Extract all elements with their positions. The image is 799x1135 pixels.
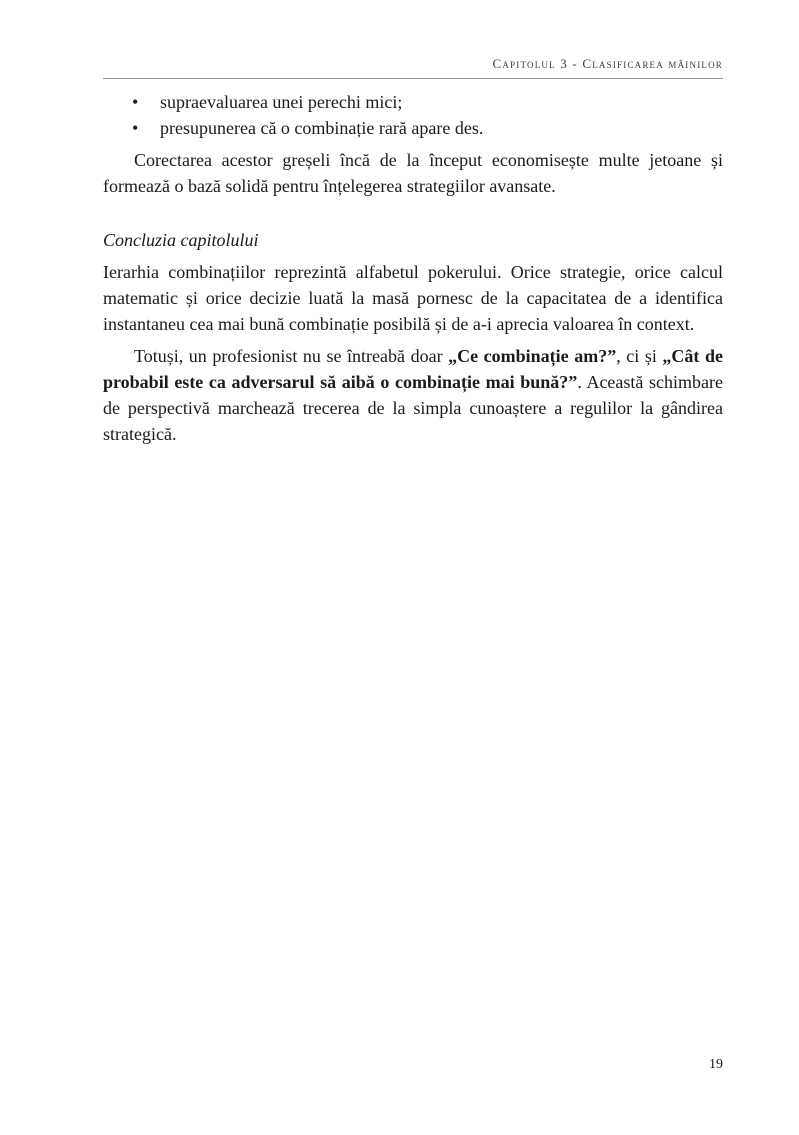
page-number: 19 — [709, 1057, 723, 1072]
list-item-text: presupunerea că o combinație rară apare des. — [160, 118, 484, 138]
bullet-list — [103, 89, 723, 141]
paragraph-text: . Această schimbare de perspectivă marchează trecerea de la simpla cunoaștere a regulilor la gândirea strategică. — [103, 372, 723, 444]
section-heading: Concluzia capitolului — [103, 230, 259, 250]
conclusion-paragraph-2 — [103, 343, 723, 447]
emphasized-question: „Ce combinație am?” — [448, 346, 617, 366]
bullet-icon: • — [132, 118, 139, 138]
paragraph-text: , ci și — [616, 346, 663, 366]
correction-paragraph: Corectarea acestor greșeli încă de la început economisește multe jetoane și formează o bază solidă pentru înțelegerea strategiilor avansate. — [103, 150, 723, 196]
bullet-icon: • — [132, 92, 139, 112]
conclusion-paragraph-1: Ierarhia combinațiilor reprezintă alfabetul pokerului. Orice strategie, orice calcul matematic și orice decizie luată la masă pornesc de la capacitatea de a identifica instantaneu cea mai bună combinație posibilă și de a-i aprecia valoarea în context. — [103, 262, 723, 334]
emphasized-question: „Cât de probabil este ca adversarul să aibă o combinație mai bună?” — [103, 346, 723, 392]
paragraph-text: Totuși, un profesionist nu se întreabă doar — [134, 346, 449, 366]
header-divider — [103, 78, 723, 79]
list-item-text: supraevaluarea unei perechi mici; — [160, 92, 403, 112]
list-item — [103, 115, 723, 141]
page-body — [103, 89, 723, 447]
running-header: Capitolul 3 - Clasificarea mâinilor — [492, 56, 723, 71]
list-item — [103, 89, 723, 115]
